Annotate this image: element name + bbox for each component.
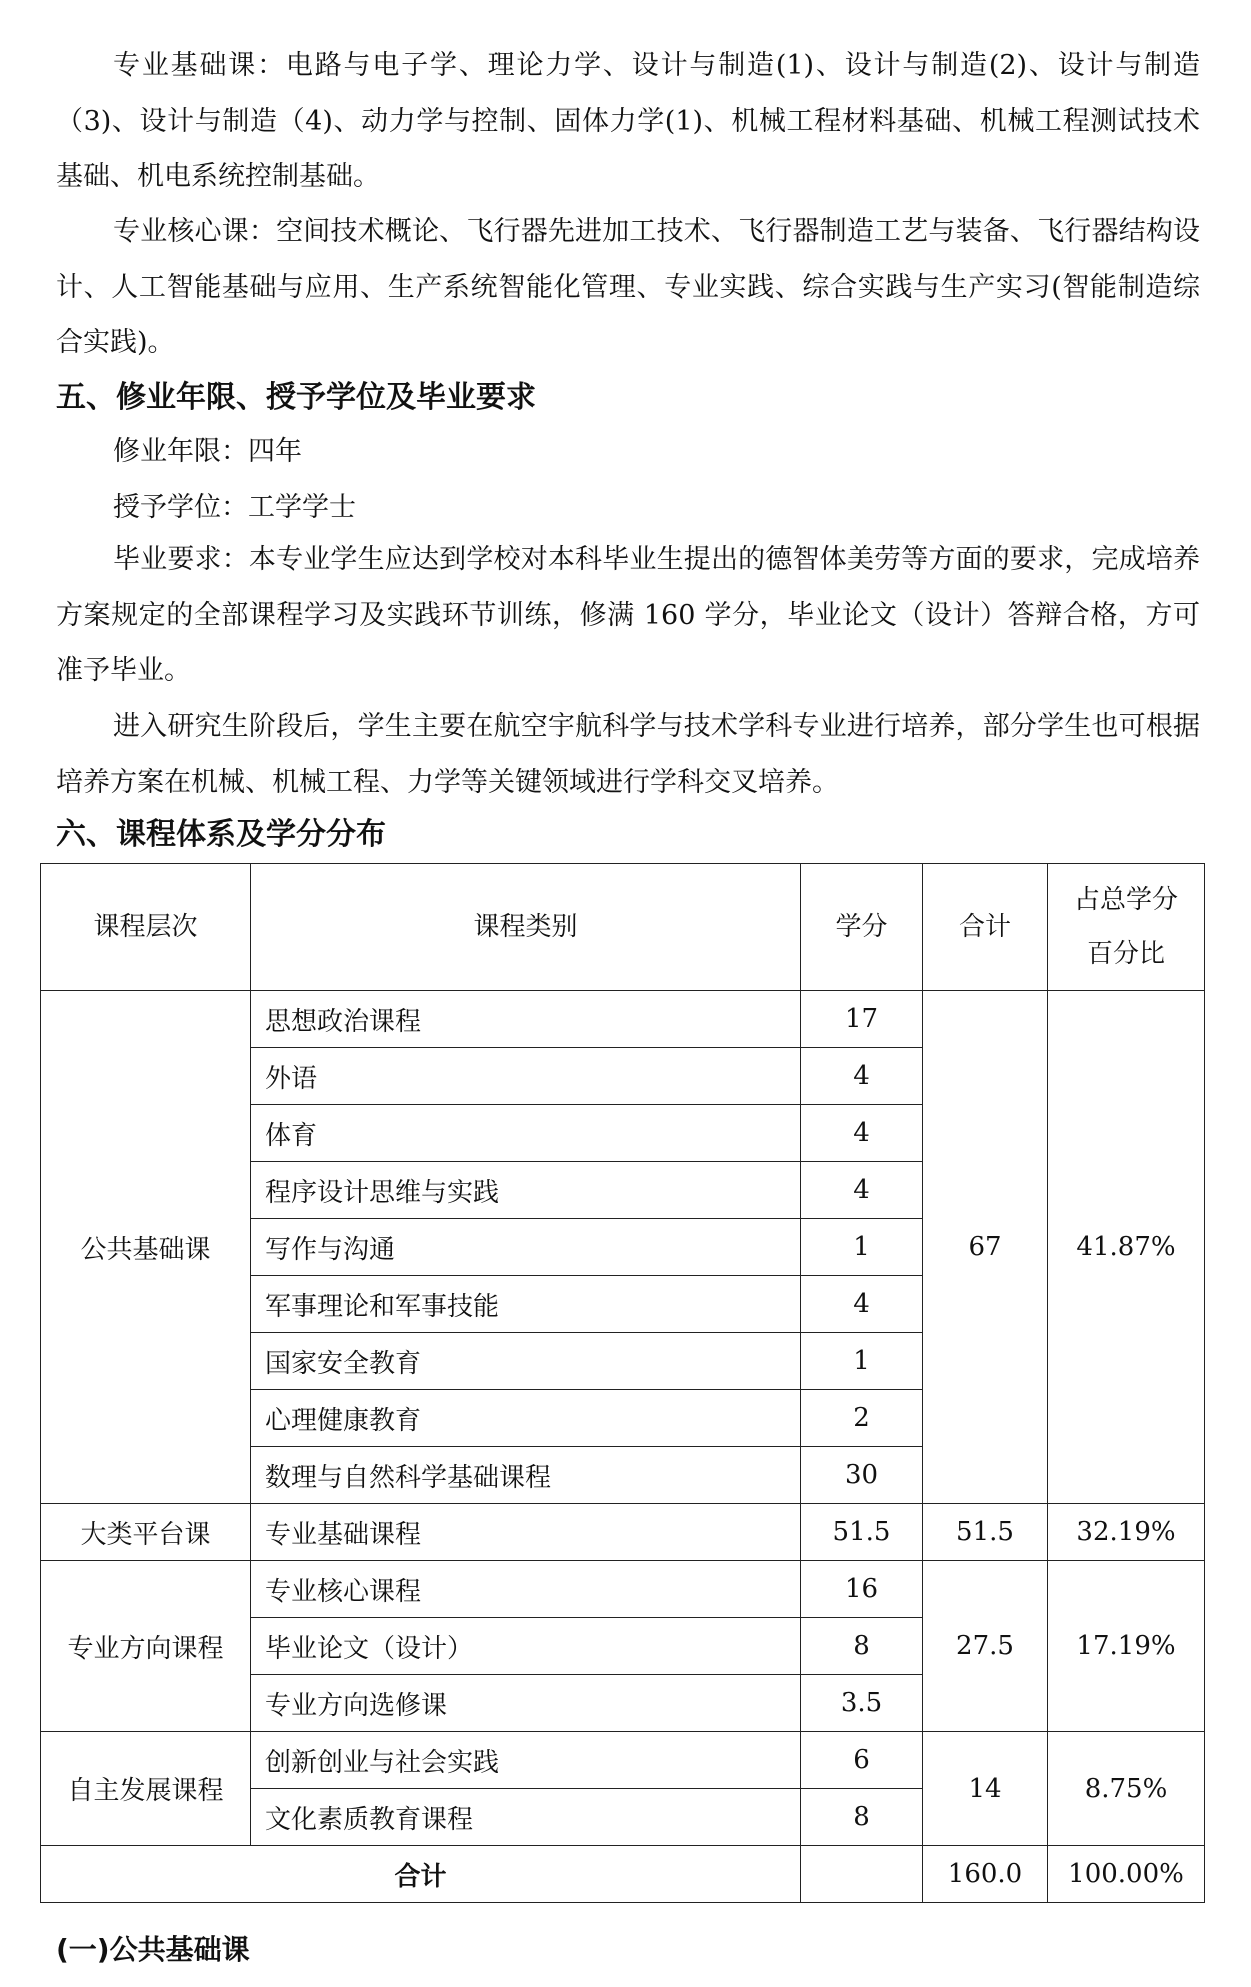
course-category-cell: 外语 bbox=[251, 1048, 801, 1105]
credits-cell: 8 bbox=[801, 1618, 923, 1675]
table-header-row bbox=[41, 864, 1205, 991]
credits-cell: 3.5 bbox=[801, 1675, 923, 1732]
course-category-cell: 文化素质教育课程 bbox=[251, 1789, 801, 1846]
course-category-cell: 毕业论文（设计） bbox=[251, 1618, 801, 1675]
course-category-cell: 专业方向选修课 bbox=[251, 1675, 801, 1732]
course-level-cell: 专业方向课程 bbox=[41, 1561, 251, 1732]
subsection-heading-public-basics: (一)公共基础课 bbox=[56, 1933, 250, 1966]
course-category-cell: 专业基础课程 bbox=[251, 1504, 801, 1561]
table-row bbox=[41, 1732, 1205, 1789]
course-category-cell: 体育 bbox=[251, 1105, 801, 1162]
section-heading-6: 六、课程体系及学分分布 bbox=[56, 817, 386, 852]
paragraph-graduation-requirements: 毕业要求：本专业学生应达到学校对本科毕业生提出的德智体美劳等方面的要求，完成培养方案规定的全部课程学习及实践环节训练，修满 160 学分，毕业论文（设计）答辩合格，方可准予毕业。 bbox=[56, 544, 1200, 686]
percent-cell: 17.19% bbox=[1048, 1561, 1205, 1732]
credits-cell: 4 bbox=[801, 1276, 923, 1333]
table-row bbox=[41, 1504, 1205, 1561]
credits-cell: 1 bbox=[801, 1333, 923, 1390]
paragraph-professional-core: 专业核心课：空间技术概论、飞行器先进加工技术、飞行器制造工艺与装备、飞行器结构设计、人工智能基础与应用、生产系统智能化管理、专业实践、综合实践与生产实习(智能制造综合实践)。 bbox=[56, 216, 1200, 358]
header-course-category: 课程类别 bbox=[251, 864, 801, 991]
course-category-cell: 心理健康教育 bbox=[251, 1390, 801, 1447]
subtotal-cell: 51.5 bbox=[923, 1504, 1048, 1561]
subtotal-cell: 14 bbox=[923, 1732, 1048, 1846]
credits-cell: 4 bbox=[801, 1048, 923, 1105]
total-credits-cell bbox=[801, 1846, 923, 1903]
total-label-cell: 合计 bbox=[41, 1846, 801, 1903]
percent-cell: 8.75% bbox=[1048, 1732, 1205, 1846]
subtotal-cell: 27.5 bbox=[923, 1561, 1048, 1732]
credits-cell: 2 bbox=[801, 1390, 923, 1447]
percent-cell: 41.87% bbox=[1048, 991, 1205, 1504]
course-category-cell: 写作与沟通 bbox=[251, 1219, 801, 1276]
credits-cell: 30 bbox=[801, 1447, 923, 1504]
table-row bbox=[41, 1561, 1205, 1618]
course-level-cell: 自主发展课程 bbox=[41, 1732, 251, 1846]
course-level-cell: 大类平台课 bbox=[41, 1504, 251, 1561]
course-category-cell: 军事理论和军事技能 bbox=[251, 1276, 801, 1333]
table-row bbox=[41, 991, 1205, 1048]
paragraph-professional-basics: 专业基础课：电路与电子学、理论力学、设计与制造(1)、设计与制造(2)、设计与制造（3)、设计与制造（4)、动力学与控制、固体力学(1)、机械工程材料基础、机械工程测试技术基础、机电系统控制基础。 bbox=[56, 50, 1200, 192]
credits-cell: 1 bbox=[801, 1219, 923, 1276]
course-category-cell: 创新创业与社会实践 bbox=[251, 1732, 801, 1789]
course-category-cell: 程序设计思维与实践 bbox=[251, 1162, 801, 1219]
credits-cell: 17 bbox=[801, 991, 923, 1048]
section-heading-5: 五、修业年限、授予学位及毕业要求 bbox=[56, 380, 536, 415]
credits-cell: 8 bbox=[801, 1789, 923, 1846]
course-level-cell: 公共基础课 bbox=[41, 991, 251, 1504]
course-category-cell: 专业核心课程 bbox=[251, 1561, 801, 1618]
course-category-cell: 思想政治课程 bbox=[251, 991, 801, 1048]
total-percent-cell: 100.00% bbox=[1048, 1846, 1205, 1903]
credits-cell: 4 bbox=[801, 1105, 923, 1162]
credits-cell: 6 bbox=[801, 1732, 923, 1789]
header-percent-line1: 占总学分 bbox=[1073, 885, 1178, 915]
total-subtotal-cell: 160.0 bbox=[923, 1846, 1048, 1903]
table-total-row bbox=[41, 1846, 1205, 1903]
paragraph-graduate-stage: 进入研究生阶段后，学生主要在航空宇航科学与技术学科专业进行培养，部分学生也可根据培养方案在机械、机械工程、力学等关键领域进行学科交叉培养。 bbox=[56, 711, 1200, 798]
percent-cell: 32.19% bbox=[1048, 1504, 1205, 1561]
header-percent-line2: 百分比 bbox=[1086, 939, 1165, 969]
course-category-cell: 数理与自然科学基础课程 bbox=[251, 1447, 801, 1504]
header-credits: 学分 bbox=[801, 864, 923, 991]
degree-line: 授予学位：工学学士 bbox=[113, 492, 356, 523]
header-percent bbox=[1048, 864, 1205, 991]
header-subtotal: 合计 bbox=[923, 864, 1048, 991]
credits-cell: 51.5 bbox=[801, 1504, 923, 1561]
credits-cell: 16 bbox=[801, 1561, 923, 1618]
course-category-cell: 国家安全教育 bbox=[251, 1333, 801, 1390]
subtotal-cell: 67 bbox=[923, 991, 1048, 1504]
credits-cell: 4 bbox=[801, 1162, 923, 1219]
duration-line: 修业年限：四年 bbox=[113, 436, 302, 467]
credit-distribution-table bbox=[40, 863, 1205, 1903]
header-course-level: 课程层次 bbox=[41, 864, 251, 991]
